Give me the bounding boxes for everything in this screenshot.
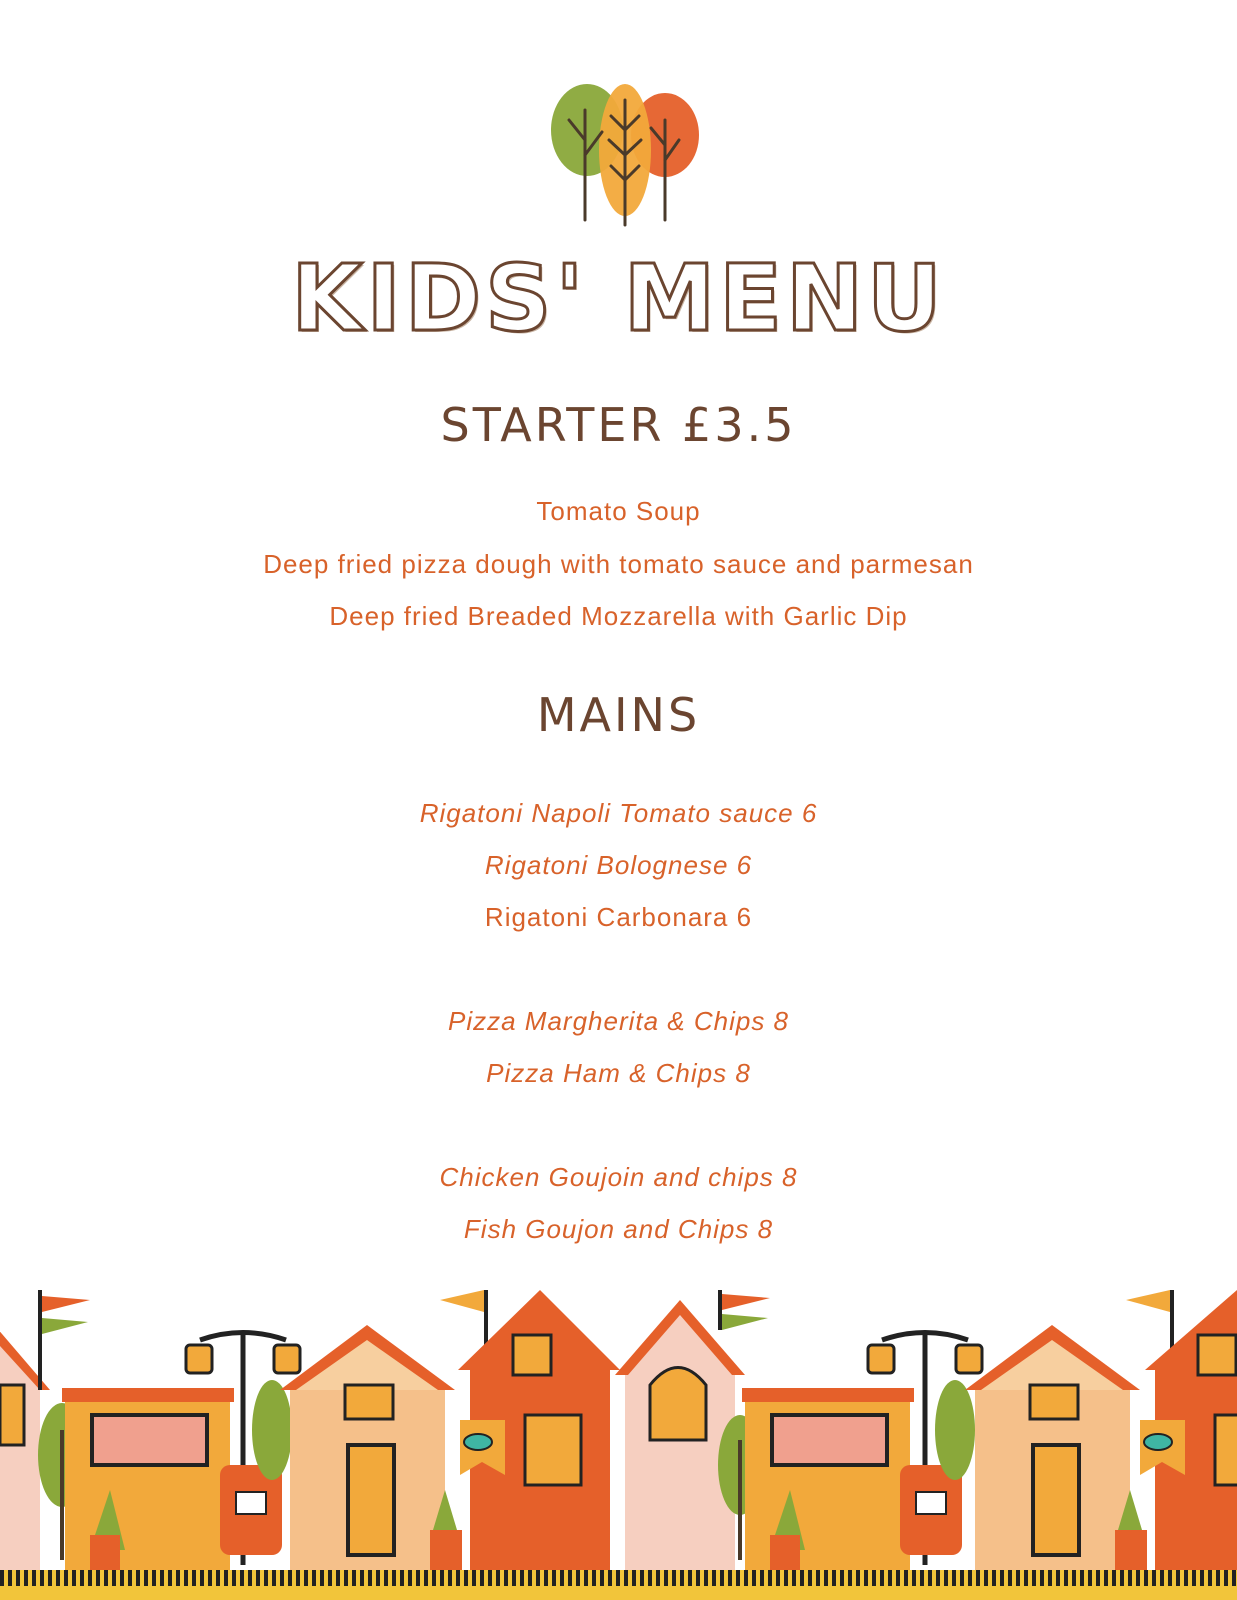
mains-item: Pizza Ham & Chips 8: [486, 1058, 751, 1088]
mains-item: Rigatoni Napoli Tomato sauce 6: [419, 798, 818, 828]
starter-item: Deep fried Breaded Mozzarella with Garlic Dip: [329, 601, 908, 631]
mains-item: Chicken Goujoin and chips 8: [439, 1162, 798, 1192]
mains-item: Fish Goujon and Chips 8: [463, 1214, 774, 1244]
starter-item: Deep fried pizza dough with tomato sauce and parmesan: [263, 549, 974, 579]
mains-item: Pizza Margherita & Chips 8: [447, 1006, 790, 1036]
mains-item: Rigatoni Bolognese 6: [484, 850, 753, 880]
mains-heading: MAINS: [536, 688, 701, 742]
town-houses-illustration-icon: [0, 1290, 1237, 1600]
mains-item: Rigatoni Carbonara 6: [484, 902, 753, 932]
starter-item: Tomato Soup: [536, 496, 701, 526]
menu-title: KIDS' MENU: [291, 245, 946, 352]
starter-heading: STARTER £3.5: [440, 398, 797, 452]
three-trees-logo-icon: [547, 70, 707, 235]
